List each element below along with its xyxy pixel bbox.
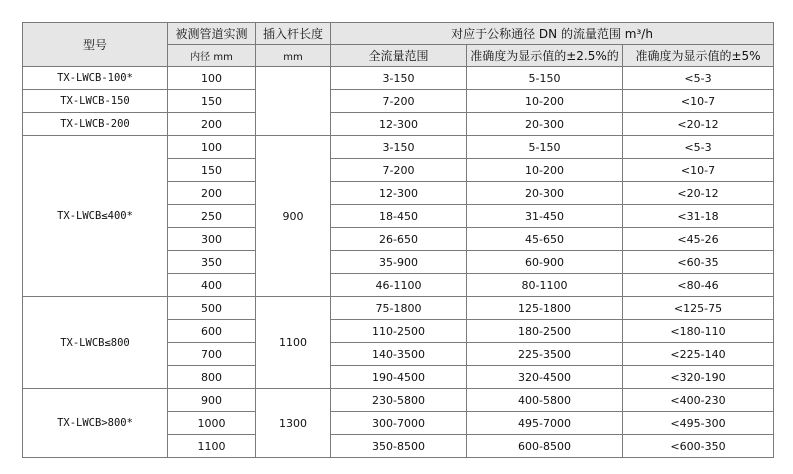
model-cell: TX-LWCB≤800 [23,297,168,389]
header-diameter-line2: 内径 mm [168,45,256,67]
diameter-cell: 400 [168,274,256,297]
full-range-cell: 190-4500 [331,366,467,389]
accuracy-2-5-cell: 225-3500 [467,343,623,366]
accuracy-5-cell: <125-75 [623,297,774,320]
full-range-cell: 12-300 [331,113,467,136]
accuracy-2-5-cell: 20-300 [467,113,623,136]
diameter-cell: 500 [168,297,256,320]
diameter-cell: 600 [168,320,256,343]
accuracy-2-5-cell: 600-8500 [467,435,623,458]
diameter-cell: 100 [168,136,256,159]
accuracy-5-cell: <31-18 [623,205,774,228]
diameter-cell: 150 [168,90,256,113]
accuracy-5-cell: <320-190 [623,366,774,389]
flowmeter-spec-table-container [22,22,774,458]
model-cell: TX-LWCB-200 [23,113,168,136]
header-accuracy-5: 准确度为显示值的±5% [623,45,774,67]
accuracy-2-5-cell: 125-1800 [467,297,623,320]
diameter-cell: 100 [168,67,256,90]
full-range-cell: 7-200 [331,159,467,182]
table-row [23,90,774,113]
full-range-cell: 350-8500 [331,435,467,458]
accuracy-5-cell: <225-140 [623,343,774,366]
diameter-cell: 900 [168,389,256,412]
full-range-cell: 7-200 [331,90,467,113]
accuracy-5-cell: <10-7 [623,159,774,182]
header-insert-line2: mm [256,45,331,67]
accuracy-5-cell: <80-46 [623,274,774,297]
diameter-cell: 200 [168,182,256,205]
table-row [23,389,774,412]
accuracy-2-5-cell: 180-2500 [467,320,623,343]
accuracy-2-5-cell: 60-900 [467,251,623,274]
accuracy-2-5-cell: 400-5800 [467,389,623,412]
header-model: 型号 [23,23,168,67]
full-range-cell: 12-300 [331,182,467,205]
table-row [23,297,774,320]
accuracy-5-cell: <180-110 [623,320,774,343]
accuracy-2-5-cell: 45-650 [467,228,623,251]
header-insert-line1: 插入杆长度 [256,23,331,45]
insert-length-cell: 900 [256,136,331,297]
diameter-cell: 250 [168,205,256,228]
model-cell: TX-LWCB>800* [23,389,168,458]
accuracy-2-5-cell: 5-150 [467,67,623,90]
diameter-cell: 1100 [168,435,256,458]
insert-length-cell: 1300 [256,389,331,458]
accuracy-5-cell: <495-300 [623,412,774,435]
model-cell: TX-LWCB-150 [23,90,168,113]
table-row [23,113,774,136]
full-range-cell: 75-1800 [331,297,467,320]
header-flow-group: 对应于公称通径 DN 的流量范围 m³/h [331,23,774,45]
diameter-cell: 700 [168,343,256,366]
accuracy-5-cell: <5-3 [623,136,774,159]
full-range-cell: 3-150 [331,67,467,90]
diameter-cell: 200 [168,113,256,136]
accuracy-5-cell: <10-7 [623,90,774,113]
full-range-cell: 18-450 [331,205,467,228]
insert-length-cell [256,67,331,136]
accuracy-5-cell: <5-3 [623,67,774,90]
header-accuracy-2-5: 准确度为显示值的±2.5%的 [467,45,623,67]
accuracy-5-cell: <60-35 [623,251,774,274]
accuracy-2-5-cell: 20-300 [467,182,623,205]
table-row [23,136,774,159]
model-cell: TX-LWCB-100* [23,67,168,90]
diameter-cell: 350 [168,251,256,274]
accuracy-5-cell: <45-26 [623,228,774,251]
header-full-range: 全流量范围 [331,45,467,67]
diameter-cell: 800 [168,366,256,389]
diameter-cell: 1000 [168,412,256,435]
table-row [23,67,774,90]
full-range-cell: 140-3500 [331,343,467,366]
accuracy-2-5-cell: 31-450 [467,205,623,228]
full-range-cell: 26-650 [331,228,467,251]
model-cell: TX-LWCB≤400* [23,136,168,297]
accuracy-2-5-cell: 320-4500 [467,366,623,389]
insert-length-cell: 1100 [256,297,331,389]
full-range-cell: 3-150 [331,136,467,159]
accuracy-5-cell: <20-12 [623,182,774,205]
accuracy-2-5-cell: 10-200 [467,90,623,113]
full-range-cell: 300-7000 [331,412,467,435]
accuracy-2-5-cell: 10-200 [467,159,623,182]
accuracy-5-cell: <600-350 [623,435,774,458]
diameter-cell: 150 [168,159,256,182]
accuracy-2-5-cell: 495-7000 [467,412,623,435]
accuracy-2-5-cell: 5-150 [467,136,623,159]
accuracy-5-cell: <20-12 [623,113,774,136]
diameter-cell: 300 [168,228,256,251]
header-diameter-line1: 被测管道实测 [168,23,256,45]
full-range-cell: 35-900 [331,251,467,274]
full-range-cell: 110-2500 [331,320,467,343]
flowmeter-spec-table [22,22,774,458]
accuracy-5-cell: <400-230 [623,389,774,412]
full-range-cell: 230-5800 [331,389,467,412]
accuracy-2-5-cell: 80-1100 [467,274,623,297]
full-range-cell: 46-1100 [331,274,467,297]
